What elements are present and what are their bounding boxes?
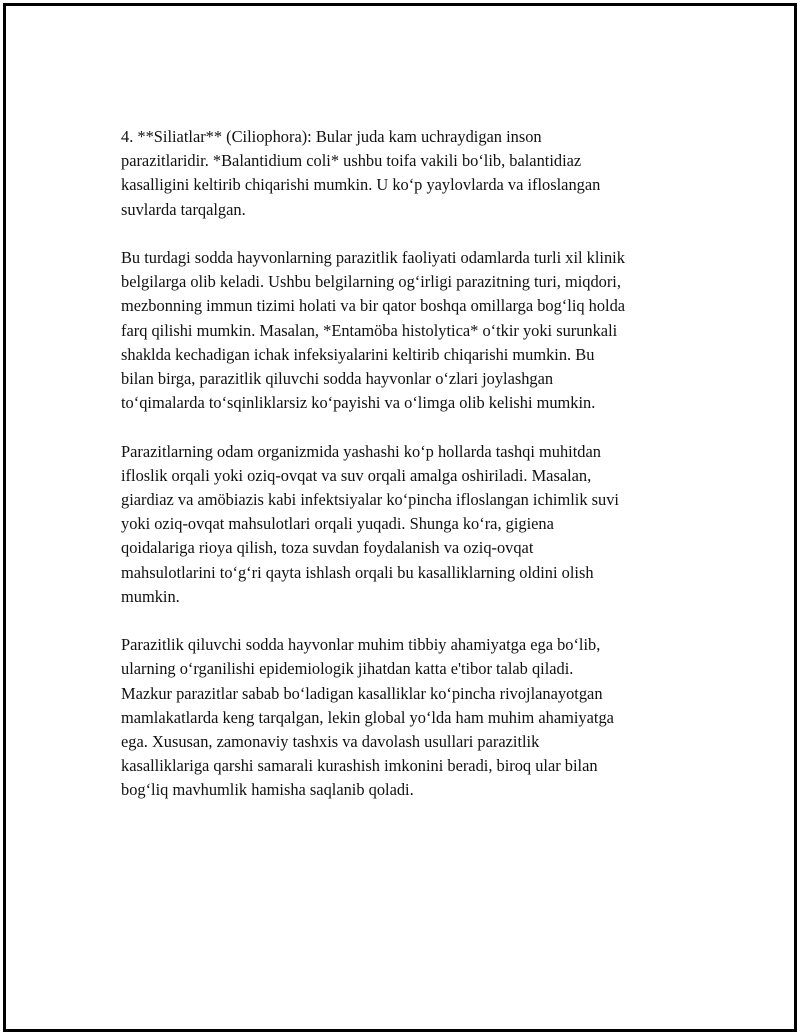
paragraph-clinical-signs: Bu turdagi sodda hayvonlarning parazitlik faoliyati odamlarda turli xil klinik belgilarga olib keladi. Ushbu belgilarning og‘irligi parazitning turi, miqdori, mezbonning immun tizimi holati va bir qator boshqa omillarga bog‘liq holda farq qilishi mumkin. Masalan, *Entamöba histolytica* o‘tkir yoki surunkali shaklda kechadigan ichak infeksiyalarini keltirib chiqarishi mumkin. Bu bilan birga, parazitlik qiluvchi sodda hayvonlar o‘zlari joylashgan to‘qimalarda to‘sqinliklarsiz ko‘payishi va o‘limga olib kelishi mumkin. bbox=[121, 248, 626, 413]
paragraph-transmission: Parazitlarning odam organizmida yashashi ko‘p hollarda tashqi muhitdan ifloslik orqali yoki oziq-ovqat va suv orqali amalga oshiriladi. Masalan, giardiaz va amöbiazis kabi infektsiyalar ko‘pincha ifloslangan ichimlik suvi yoki oziq-ovqat mahsulotlari orqali yuqadi. Shunga ko‘ra, gigiena qoidalariga rioya qilish, toza suvdan foydalanish va oziq-ovqat mahsulotlarini to‘g‘ri qayta ishlash orqali bu kasalliklarning oldini olish mumkin. bbox=[121, 441, 619, 606]
document-body bbox=[121, 125, 701, 827]
page-frame bbox=[3, 3, 797, 1032]
paragraph-medical-importance: Parazitlik qiluvchi sodda hayvonlar muhim tibbiy ahamiyatga ega bo‘lib, ularning o‘rganilishi epidemiologik jihatdan katta e'tibor talab qiladi. Mazkur parazitlar sabab bo‘ladigan kasalliklar ko‘pincha rivojlanayotgan mamlakatlarda keng tarqalgan, lekin global yo‘lda ham muhim ahamiyatga ega. Xususan, zamonaviy tashxis va davolash usullari parazitlik kasalliklariga qarshi samarali kurashish imkonini beradi, biroq ular bilan bog‘liq mavhumlik hamisha saqlanib qoladi. bbox=[121, 635, 614, 800]
paragraph-ciliophora: 4. **Siliatlar** (Ciliophora): Bular juda kam uchraydigan inson parazitlaridir. *Balantidium coli* ushbu toifa vakili bo‘lib, balantidiaz kasalligini keltirib chiqarishi mumkin. U ko‘p yaylovlarda va ifloslangan suvlarda tarqalgan. bbox=[121, 127, 601, 219]
